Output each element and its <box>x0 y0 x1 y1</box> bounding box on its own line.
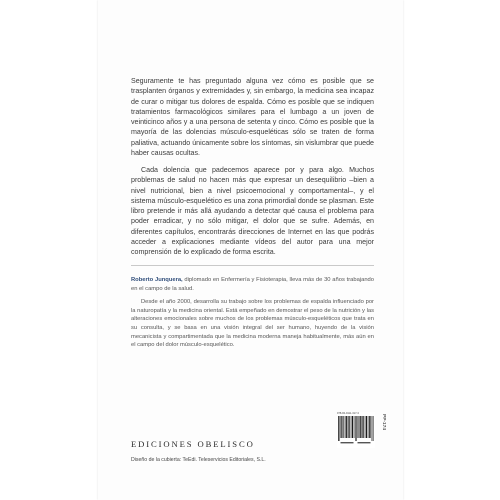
publisher-name: EDICIONES OBELISCO <box>131 439 255 449</box>
synopsis-text <box>131 76 374 257</box>
synopsis-paragraph-1: Seguramente te has preguntado alguna vez cómo es posible que se trasplanten órganos y extremidades y, sin embargo, la medicina sea incapaz de curar o mitigar tus dolores de espalda. Cómo es posible que se indiquen tratamientos farmacológicos similares para el lumbago a un joven de veinticinco años y a una persona de setenta y cinco. Cómo es posible que la mayoría de las dolencias músculo-esqueléticas sólo se traten de forma paliativa, actuando únicamente sobre los síntomas, sin vislumbrar que puede haber causas ocultas. <box>131 77 374 157</box>
product-code-text: PP-174 <box>381 414 386 430</box>
cover-design-credit: Diseño de la cubierta: TeEdi. Teleservicios Editoriales, S.L. <box>131 457 266 463</box>
author-bio-intro <box>131 276 374 293</box>
author-bio-intro-text: diplomado en Enfermería y Fisioterapia, lleva más de 30 años trabajando en el campo de la salud. <box>131 277 374 292</box>
barcode-icon <box>337 416 375 446</box>
section-divider <box>131 265 374 266</box>
author-name: Roberto Junquera, <box>131 277 183 283</box>
product-code <box>380 414 386 436</box>
author-bio <box>131 276 374 350</box>
synopsis-paragraph-2: Cada dolencia que padecemos aparece por y para algo. Muchos problemas de salud no hacen más que expresar un desequilibrio –bien a nivel nutricional, bien a nivel psicoemocional y comportamental–, y el sistema músculo-esquelético es una zona primordial donde se plasman. Este libro pretende ir más allá ayudando a detectar qué causa el problema para poder erradicar, y no sólo mitigar, el dolor que se sufre. Además, en diferentes capítulos, encontrarás direcciones de Internet en las que podrás acceder a explicaciones mediante vídeos del autor para una mejor comprensión de lo explicado de forma escrita. <box>131 166 374 256</box>
author-bio-paragraph: Desde el año 2000, desarrolla su trabajo sobre los problemas de espalda influenciado por la naturopatía y la medicina oriental. Está empeñado en demostrar el peso de la nutrición y las alteraciones emocionales sobre muchos de los problemas músculo-esqueléticos que trata en su consulta, y se basa en una visión integral del ser humano, huyendo de la visión mecanicista y compartimentada que la medicina moderna maneja habitualmente, más aún en el campo del dolor músculo-esquelético. <box>131 299 374 349</box>
isbn-number: 978-84-9111-317-3 <box>337 412 359 415</box>
isbn-barcode-block <box>337 412 375 448</box>
